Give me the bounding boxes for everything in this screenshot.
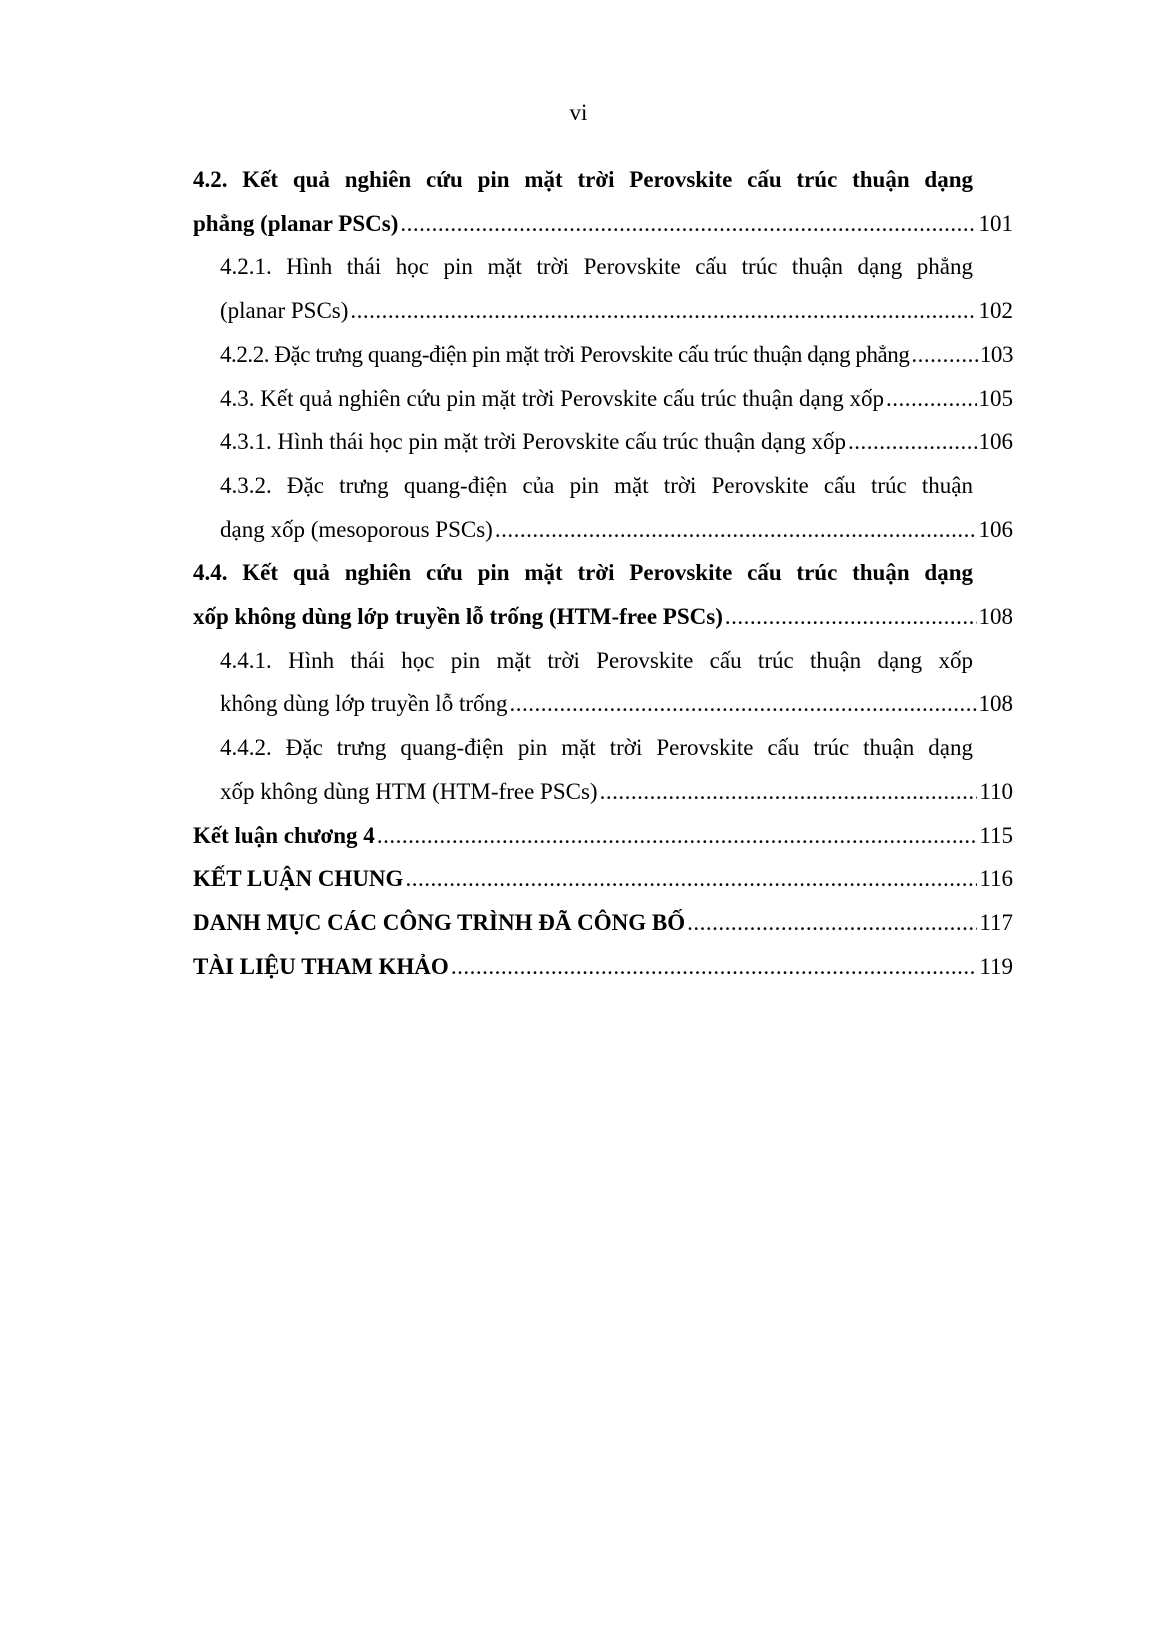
toc-entry-title: 4.4.2. Đặc trưng quang-điện pin mặt trời Perovskite cấu trúc thuận dạng bbox=[220, 735, 973, 761]
toc-page-number: 119 bbox=[979, 953, 1013, 979]
dot-leader bbox=[911, 333, 977, 377]
toc-page-number: 103 bbox=[979, 341, 1013, 367]
toc-entry-4-2-2[interactable] bbox=[193, 333, 1013, 377]
toc-page-number: 102 bbox=[978, 298, 1013, 324]
toc-page-number: 117 bbox=[979, 909, 1013, 935]
dot-leader bbox=[350, 289, 976, 333]
dot-leader bbox=[600, 770, 978, 814]
toc-entry-publications[interactable] bbox=[193, 901, 1013, 945]
toc-entry-title: 4.2.2. Đặc trưng quang-điện pin mặt trời Perovskite cấu trúc thuận dạng phẳng bbox=[220, 341, 910, 367]
table-of-contents bbox=[193, 158, 1013, 988]
toc-entry-title-cont: phẳng (planar PSCs) bbox=[193, 210, 399, 236]
toc-entry-title: DANH MỤC CÁC CÔNG TRÌNH ĐÃ CÔNG BỐ bbox=[193, 909, 686, 935]
toc-entry-title: KẾT LUẬN CHUNG bbox=[193, 866, 404, 892]
toc-entry-references[interactable] bbox=[193, 945, 1013, 989]
toc-entry-4-4[interactable] bbox=[193, 551, 1013, 638]
toc-page-number: 116 bbox=[979, 866, 1013, 892]
dot-leader bbox=[451, 945, 978, 989]
toc-page-number: 108 bbox=[978, 604, 1013, 630]
toc-page-number: 115 bbox=[979, 822, 1013, 848]
toc-entry-title: 4.4.1. Hình thái học pin mặt trời Perovskite cấu trúc thuận dạng xốp bbox=[220, 647, 973, 673]
dot-leader bbox=[725, 595, 977, 639]
toc-entry-4-4-2[interactable] bbox=[193, 726, 1013, 813]
toc-entry-title-cont: xốp không dùng HTM (HTM-free PSCs) bbox=[220, 778, 598, 804]
dot-leader bbox=[495, 508, 977, 552]
toc-entry-title-cont: xốp không dùng lớp truyền lỗ trống (HTM-free PSCs) bbox=[193, 604, 723, 630]
toc-page-number: 110 bbox=[979, 778, 1013, 804]
dot-leader bbox=[510, 682, 977, 726]
toc-entry-4-3-1[interactable] bbox=[193, 420, 1013, 464]
toc-page-number: 101 bbox=[978, 210, 1013, 236]
toc-entry-title: 4.2.1. Hình thái học pin mặt trời Perovskite cấu trúc thuận dạng phẳng bbox=[220, 254, 973, 280]
toc-page-number: 106 bbox=[978, 516, 1013, 542]
toc-page-number: 105 bbox=[978, 385, 1013, 411]
toc-entry-title-cont: không dùng lớp truyền lỗ trống bbox=[220, 691, 508, 717]
toc-page-number: 106 bbox=[978, 429, 1013, 455]
toc-page-number: 108 bbox=[978, 691, 1013, 717]
dot-leader bbox=[687, 901, 977, 945]
dot-leader bbox=[400, 202, 976, 246]
toc-entry-chapter-4-conclusion[interactable] bbox=[193, 814, 1013, 858]
toc-entry-title: 4.2. Kết quả nghiên cứu pin mặt trời Perovskite cấu trúc thuận dạng bbox=[193, 167, 973, 192]
toc-entry-4-3[interactable] bbox=[193, 377, 1013, 421]
toc-entry-title: 4.3.2. Đặc trưng quang-điện của pin mặt trời Perovskite cấu trúc thuận bbox=[220, 472, 973, 498]
page-number: vi bbox=[569, 100, 588, 125]
dot-leader bbox=[377, 814, 978, 858]
toc-entry-title-cont: (planar PSCs) bbox=[220, 298, 349, 324]
dot-leader bbox=[886, 377, 976, 421]
dot-leader bbox=[405, 857, 977, 901]
toc-entry-title: 4.4. Kết quả nghiên cứu pin mặt trời Perovskite cấu trúc thuận dạng bbox=[193, 560, 973, 586]
dot-leader bbox=[848, 420, 976, 464]
toc-entry-title: 4.3.1. Hình thái học pin mặt trời Perovskite cấu trúc thuận dạng xốp bbox=[220, 429, 847, 455]
toc-entry-title: 4.3. Kết quả nghiên cứu pin mặt trời Perovskite cấu trúc thuận dạng xốp bbox=[220, 385, 885, 411]
toc-entry-title: TÀI LIỆU THAM KHẢO bbox=[193, 953, 449, 979]
toc-entry-title: Kết luận chương 4 bbox=[193, 822, 375, 848]
toc-entry-4-3-2[interactable] bbox=[193, 464, 1013, 551]
toc-entry-4-2[interactable] bbox=[193, 158, 1013, 245]
toc-entry-general-conclusion[interactable] bbox=[193, 857, 1013, 901]
toc-entry-title-cont: dạng xốp (mesoporous PSCs) bbox=[220, 516, 493, 542]
toc-entry-4-2-1[interactable] bbox=[193, 245, 1013, 332]
toc-entry-4-4-1[interactable] bbox=[193, 639, 1013, 726]
